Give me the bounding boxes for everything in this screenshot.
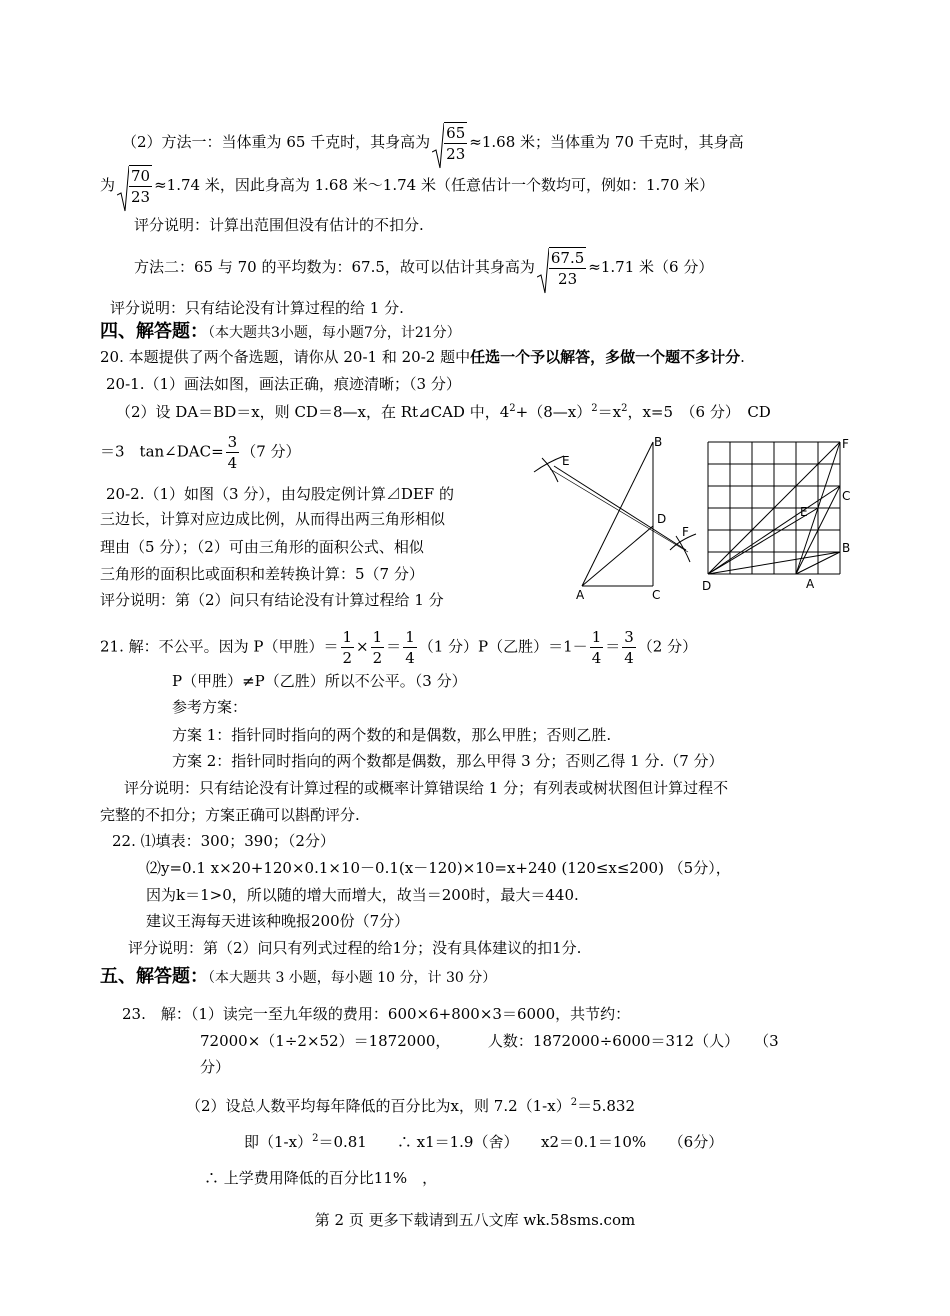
q19-method1-line: （2）方法一：当体重为 65 千克时，其身高为 $\frac{65}{23}$ ≈1.68 米；当体重为 70 千克时，其身高	[122, 122, 744, 164]
q21-line5: 方案 2：指针同时指向的两个数都是偶数，那么甲得 3 分；否则乙得 1 分.（7 分）	[172, 752, 724, 770]
label-D: D	[657, 512, 667, 526]
q20-1-part1: 20-1.（1）画法如图，画法正确，痕迹清晰；（3 分）	[106, 375, 461, 393]
q23-line4: （2）设总人数平均每年降低的百分比为x，则 $7.2(1-x)^2=5.832$	[186, 1097, 636, 1115]
q21-line1: 21. 解：不公平。因为 P（甲胜）＝ $\frac{1}{2}$ × $\frac{1}{2}$ ＝ $\frac{1}{4}$ （1 分）P（乙胜）＝1－ $\frac{1}{4}$ ＝ $\frac{3}{4}$ （2 分）	[100, 628, 698, 667]
q22-line1: 22. ⑴填表：300；390；（2分）	[112, 832, 335, 850]
grid-figure	[696, 432, 866, 597]
q21-note2: 完整的不扣分；方案正确可以斟酌评分.	[100, 806, 360, 824]
q21-note1: 评分说明：只有结论没有计算过程的或概率计算错误给 1 分；有列表或树状图但计算过程不	[124, 779, 729, 797]
q20-intro: 20. 本题提供了两个备选题，请你从 20-1 和 20-2 题中任选一个予以解答，多做一个题不多计分.	[100, 348, 745, 366]
q22-line4: 建议王海每天进该种晚报200份（7分）	[146, 912, 410, 930]
q19-note1: 评分说明：计算出范围但没有估计的不扣分.	[134, 216, 424, 234]
grid-label-A: A	[806, 577, 815, 591]
q21-line4: 方案 1：指针同时指向的两个数的和是偶数，那么甲胜；否则乙胜.	[172, 726, 612, 744]
page-footer: 第 2 页 更多下载请到五八文库 wk.58sms.com	[314, 1211, 636, 1229]
sqrt-65-23: $\frac{65}{23}$	[432, 122, 467, 164]
q23-line3: 分）	[200, 1058, 231, 1076]
grid-label-F: F	[842, 437, 849, 451]
q22-note: 评分说明：第（2）问只有列式过程的给1分；没有具体建议的扣1分.	[128, 939, 582, 957]
q19-method2-line: 方法二：65 与 70 的平均数为：67.5，故可以估计其身高为 $\frac{67.5}{23}$ ≈1.71 米（6 分）	[134, 247, 713, 289]
q20-1-part2b: ＝3 tan∠DAC= $\frac{3}{4}$ （7 分）	[100, 433, 301, 472]
q20-2-line2: 三边长，计算对应边成比例，从而得出两三角形相似	[100, 510, 446, 528]
q21-line2: P（甲胜）≠P（乙胜）所以不公平。（3 分）	[172, 672, 467, 690]
q19-method1-line2: 为 $\frac{70}{23}$ ≈1.74 米，因此身高为 1.68 米～1.74 米（任意估计一个数均可，例如：1.70 米）	[100, 165, 714, 207]
section-4-heading: 四、解答题：（本大题共3小题，每小题7分，计21分）	[100, 321, 461, 341]
q22-line3: 因为k＝1>0，所以随的增大而增大，故当＝200时，最大＝440.	[146, 886, 579, 904]
sqrt-675-23: $\frac{67.5}{23}$	[537, 247, 586, 289]
q20-2-line1: 20-2.（1）如图（3 分），由勾股定例计算⊿DEF 的	[106, 485, 454, 503]
section-5-heading: 五、解答题：（本大题共 3 小题，每小题 10 分，计 30 分）	[100, 966, 497, 986]
q23-line6: ∴ 上学费用降低的百分比11% ，	[204, 1169, 438, 1187]
label-E: E	[562, 454, 570, 468]
grid-label-E: E	[800, 505, 808, 519]
q20-2-line4: 三角形的面积比或面积和差转换计算：5（7 分）	[100, 565, 424, 583]
q22-line2: ⑵y=0.1 x×20+120×0.1×10－0.1(x－120)×10=x+240 (120≤x≤200) （5分），	[146, 859, 731, 877]
label-C: C	[652, 588, 661, 602]
q23-line2: 72000×（1÷2×52）＝1872000， 人数：1872000÷6000＝312（人） （3	[200, 1032, 779, 1050]
q23-line5: 即$(1-x)^2=0.81$ ∴ x1＝1.9（舍） x2＝0.1＝10% （6分）	[244, 1133, 724, 1151]
q20-1-part2: （2）设 DA＝BD＝x，则 CD＝8—x，在 Rt⊿CAD 中，$4^2+(8—x)^2=x^2$，x=5 （6 分） CD	[116, 403, 771, 421]
q21-line3: 参考方案：	[172, 698, 248, 716]
grid-label-D: D	[702, 579, 712, 593]
grid-label-C: C	[842, 489, 851, 503]
q20-2-line3: 理由（5 分）；（2）可由三角形的面积公式、相似	[100, 538, 424, 556]
q23-line1: 23. 解：（1）读完一至九年级的费用：600×6+800×3＝6000，共节约：	[122, 1005, 631, 1023]
q20-2-note: 评分说明：第（2）问只有结论没有计算过程给 1 分	[100, 591, 444, 609]
q19-note2: 评分说明：只有结论没有计算过程的给 1 分.	[110, 299, 404, 317]
label-F: F	[682, 525, 689, 539]
label-A: A	[576, 588, 585, 602]
sqrt-70-23: $\frac{70}{23}$	[117, 165, 152, 207]
construction-figure	[520, 432, 710, 604]
fraction-3-4: $\frac{3}{4}$	[227, 433, 238, 472]
label-B: B	[654, 435, 663, 449]
grid-label-B: B	[842, 541, 851, 555]
